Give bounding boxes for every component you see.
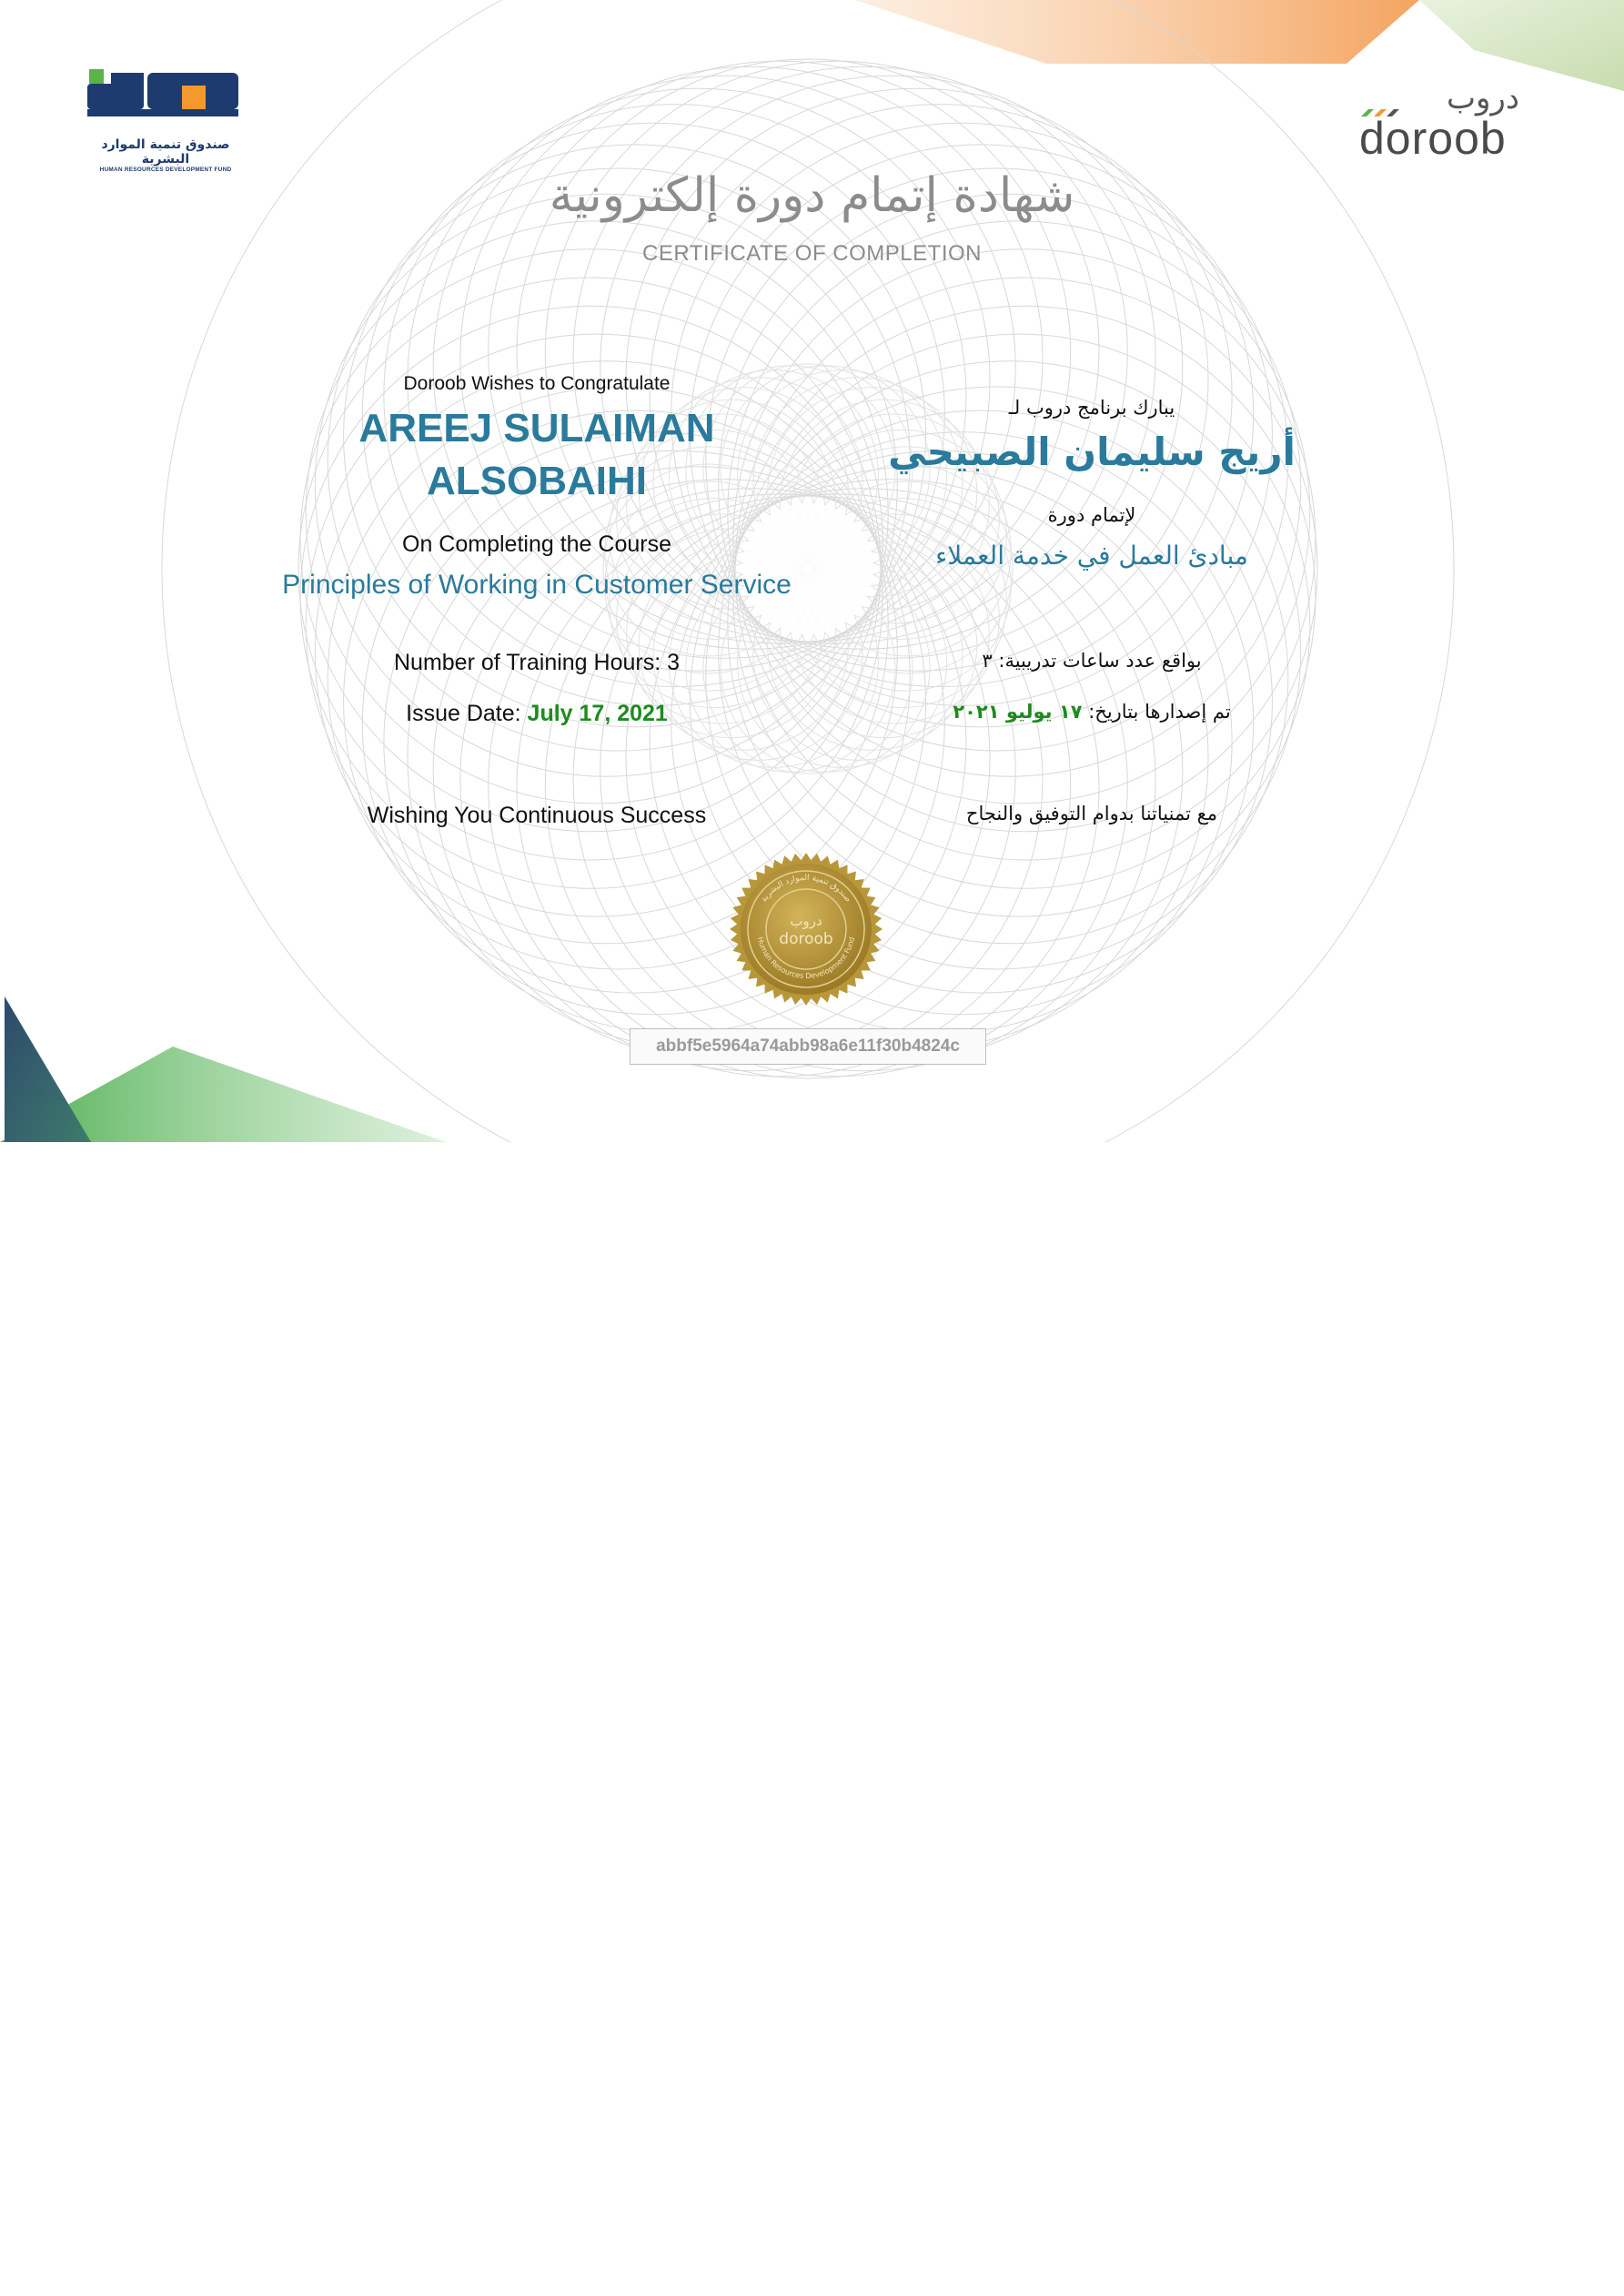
certificate-id: abbf5e5964a74abb98a6e11f30b4824c (656, 1037, 960, 1056)
wishing-ar: مع تمنياتنا بدوام التوفيق والنجاح (965, 803, 1218, 824)
corner-green-shape-top (1419, 0, 1624, 91)
issue-date-ar (819, 701, 1365, 723)
seal-ring-text-en: Human Resources Development Fund (755, 936, 857, 981)
issue-date-value-ar: ١٧ يوليو ٢٠٢١ (953, 701, 1083, 723)
issue-date-en (264, 701, 810, 727)
wishing-en: Wishing You Continuous Success (367, 803, 707, 828)
completing-label-ar: لإتمام دورة (1047, 504, 1136, 526)
congratulate-en: Doroob Wishes to Congratulate (403, 373, 671, 394)
seal-center-en: doroob (779, 930, 833, 948)
certificate-id-box (630, 1028, 986, 1065)
issue-date-value-en: July 17, 2021 (527, 701, 668, 726)
issue-date-label-en: Issue Date: (406, 701, 528, 726)
gold-seal (728, 851, 884, 1007)
course-name-ar: مبادئ العمل في خدمة العملاء (935, 541, 1248, 571)
doroob-logo-en: doroob (1359, 113, 1507, 164)
training-hours-ar: بواقع عدد ساعات تدريبية: ٣ (982, 650, 1202, 672)
recipient-name-en-line1: AREEJ SULAIMAN (358, 406, 715, 450)
course-name-en: Principles of Working in Customer Service (282, 570, 792, 600)
hrdf-name-en: HUMAN RESOURCES DEVELOPMENT FUND (99, 167, 232, 173)
seal-ring-text-ar: صندوق تنمية الموارد البشرية (759, 873, 853, 905)
training-hours-en: Number of Training Hours: 3 (393, 650, 681, 675)
hrdf-logo (84, 66, 247, 173)
corner-navy-shape (5, 996, 91, 1142)
certificate-title-ar: شهادة إتمام دورة إلكترونية (549, 168, 1075, 223)
doroob-logo-ar: دروب (1447, 80, 1519, 116)
hrdf-name-ar: صندوق تنمية الموارد البشرية (101, 137, 230, 167)
congratulate-ar: يبارك برنامج دروب لـ (1008, 397, 1175, 419)
issue-date-label-ar: تم إصدارها بتاريخ: (1082, 701, 1231, 723)
seal-center-ar: دروب (790, 913, 822, 929)
doroob-logo (1356, 80, 1547, 166)
recipient-name-ar: أريج سليمان الصبيحي (888, 430, 1296, 474)
completing-label-en: On Completing the Course (402, 531, 671, 557)
recipient-name-en-line2: ALSOBAIHI (427, 459, 647, 503)
corner-orange-shape (855, 0, 1419, 64)
certificate (0, 0, 1624, 1142)
hrdf-logo-mark (84, 66, 247, 131)
certificate-title-en: CERTIFICATE OF COMPLETION (642, 241, 982, 266)
